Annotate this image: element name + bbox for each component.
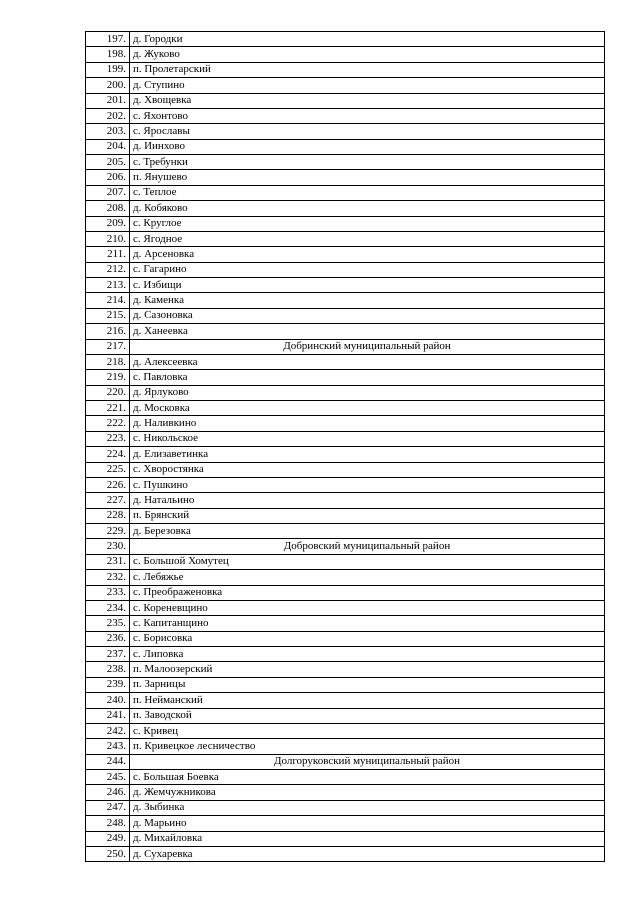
row-number: 209. — [86, 216, 130, 231]
table-row — [86, 508, 605, 523]
row-number: 243. — [86, 739, 130, 754]
row-number: 248. — [86, 816, 130, 831]
settlement-name: с. Борисовка — [130, 631, 605, 646]
settlement-name: д. Жуково — [130, 47, 605, 62]
row-number: 225. — [86, 462, 130, 477]
row-number: 215. — [86, 308, 130, 323]
table-row — [86, 431, 605, 446]
row-number: 219. — [86, 370, 130, 385]
table-row — [86, 693, 605, 708]
table-row — [86, 201, 605, 216]
table-row — [86, 108, 605, 123]
table-row — [86, 93, 605, 108]
row-number: 227. — [86, 493, 130, 508]
row-number: 224. — [86, 447, 130, 462]
row-number: 220. — [86, 385, 130, 400]
settlement-name: п. Пролетарский — [130, 62, 605, 77]
settlements-table-body — [86, 32, 605, 862]
row-number: 240. — [86, 693, 130, 708]
settlement-name: д. Сухаревка — [130, 846, 605, 861]
settlement-name: д. Ханеевка — [130, 324, 605, 339]
row-number: 239. — [86, 677, 130, 692]
district-header-row — [86, 339, 605, 354]
settlement-name: д. Каменка — [130, 293, 605, 308]
settlement-name: с. Преображеновка — [130, 585, 605, 600]
settlement-name: с. Большой Хомутец — [130, 554, 605, 569]
row-number: 235. — [86, 616, 130, 631]
table-row — [86, 47, 605, 62]
row-number: 207. — [86, 185, 130, 200]
row-number: 234. — [86, 600, 130, 615]
row-number: 241. — [86, 708, 130, 723]
row-number: 246. — [86, 785, 130, 800]
settlement-name: п. Зарницы — [130, 677, 605, 692]
settlement-name: п. Кривецкое лесничество — [130, 739, 605, 754]
district-name: Добринский муниципальный район — [130, 339, 605, 354]
settlement-name: д. Березовка — [130, 524, 605, 539]
table-row — [86, 32, 605, 47]
table-row — [86, 155, 605, 170]
row-number: 228. — [86, 508, 130, 523]
table-row — [86, 723, 605, 738]
table-row — [86, 816, 605, 831]
settlement-name: с. Пушкино — [130, 477, 605, 492]
district-name: Добровский муниципальный район — [130, 539, 605, 554]
settlement-name: с. Капитанщино — [130, 616, 605, 631]
row-number: 230. — [86, 539, 130, 554]
table-row — [86, 308, 605, 323]
settlement-name: п. Нейманский — [130, 693, 605, 708]
row-number: 221. — [86, 401, 130, 416]
settlement-name: д. Арсеновка — [130, 247, 605, 262]
row-number: 208. — [86, 201, 130, 216]
settlement-name: с. Большая Боевка — [130, 770, 605, 785]
settlement-name: д. Хвощевка — [130, 93, 605, 108]
table-row — [86, 631, 605, 646]
row-number: 223. — [86, 431, 130, 446]
settlement-name: д. Жемчужникова — [130, 785, 605, 800]
table-row — [86, 570, 605, 585]
settlement-name: с. Гагарино — [130, 262, 605, 277]
row-number: 218. — [86, 354, 130, 369]
settlement-name: д. Наливкино — [130, 416, 605, 431]
table-row — [86, 708, 605, 723]
table-row — [86, 62, 605, 77]
settlement-name: с. Ягодное — [130, 231, 605, 246]
table-row — [86, 401, 605, 416]
settlement-name: д. Марьино — [130, 816, 605, 831]
row-number: 217. — [86, 339, 130, 354]
table-row — [86, 293, 605, 308]
settlement-name: д. Московка — [130, 401, 605, 416]
settlement-name: д. Алексеевка — [130, 354, 605, 369]
row-number: 233. — [86, 585, 130, 600]
district-header-row — [86, 539, 605, 554]
settlement-name: д. Натальино — [130, 493, 605, 508]
table-row — [86, 462, 605, 477]
table-row — [86, 600, 605, 615]
row-number: 210. — [86, 231, 130, 246]
row-number: 205. — [86, 155, 130, 170]
row-number: 247. — [86, 800, 130, 815]
row-number: 216. — [86, 324, 130, 339]
table-row — [86, 370, 605, 385]
table-row — [86, 647, 605, 662]
settlement-name: п. Малоозерский — [130, 662, 605, 677]
row-number: 236. — [86, 631, 130, 646]
table-row — [86, 247, 605, 262]
table-row — [86, 677, 605, 692]
table-row — [86, 354, 605, 369]
row-number: 226. — [86, 477, 130, 492]
row-number: 242. — [86, 723, 130, 738]
table-row — [86, 139, 605, 154]
row-number: 249. — [86, 831, 130, 846]
table-row — [86, 846, 605, 861]
settlement-name: с. Павловка — [130, 370, 605, 385]
table-row — [86, 231, 605, 246]
row-number: 232. — [86, 570, 130, 585]
table-row — [86, 739, 605, 754]
row-number: 212. — [86, 262, 130, 277]
table-row — [86, 662, 605, 677]
row-number: 200. — [86, 78, 130, 93]
table-row — [86, 831, 605, 846]
row-number: 211. — [86, 247, 130, 262]
row-number: 245. — [86, 770, 130, 785]
table-row — [86, 185, 605, 200]
row-number: 201. — [86, 93, 130, 108]
table-row — [86, 78, 605, 93]
row-number: 202. — [86, 108, 130, 123]
settlement-name: д. Ярлуково — [130, 385, 605, 400]
row-number: 237. — [86, 647, 130, 662]
row-number: 214. — [86, 293, 130, 308]
table-row — [86, 324, 605, 339]
table-row — [86, 216, 605, 231]
table-row — [86, 493, 605, 508]
settlement-name: п. Янушево — [130, 170, 605, 185]
settlement-name: д. Михайловка — [130, 831, 605, 846]
settlement-name: с. Кореневщино — [130, 600, 605, 615]
settlement-name: д. Зыбинка — [130, 800, 605, 815]
table-row — [86, 770, 605, 785]
settlements-table — [85, 31, 605, 862]
table-row — [86, 170, 605, 185]
settlement-name: с. Требунки — [130, 155, 605, 170]
settlement-name: с. Яхонтово — [130, 108, 605, 123]
table-row — [86, 447, 605, 462]
table-row — [86, 416, 605, 431]
table-row — [86, 278, 605, 293]
district-name: Долгоруковский муниципальный район — [130, 754, 605, 769]
settlement-name: с. Никольское — [130, 431, 605, 446]
table-row — [86, 477, 605, 492]
district-header-row — [86, 754, 605, 769]
row-number: 244. — [86, 754, 130, 769]
table-row — [86, 385, 605, 400]
row-number: 203. — [86, 124, 130, 139]
settlement-name: д. Елизаветинка — [130, 447, 605, 462]
table-row — [86, 554, 605, 569]
table-row — [86, 585, 605, 600]
row-number: 250. — [86, 846, 130, 861]
settlement-name: с. Кривец — [130, 723, 605, 738]
row-number: 222. — [86, 416, 130, 431]
row-number: 231. — [86, 554, 130, 569]
settlement-name: п. Брянский — [130, 508, 605, 523]
row-number: 197. — [86, 32, 130, 47]
row-number: 238. — [86, 662, 130, 677]
settlement-name: с. Хворостянка — [130, 462, 605, 477]
settlement-name: д. Иинхово — [130, 139, 605, 154]
row-number: 229. — [86, 524, 130, 539]
row-number: 206. — [86, 170, 130, 185]
table-row — [86, 616, 605, 631]
table-row — [86, 262, 605, 277]
settlement-name: с. Избищи — [130, 278, 605, 293]
row-number: 204. — [86, 139, 130, 154]
settlement-name: с. Липовка — [130, 647, 605, 662]
settlement-name: д. Сазоновка — [130, 308, 605, 323]
settlement-name: п. Заводской — [130, 708, 605, 723]
table-row — [86, 124, 605, 139]
table-row — [86, 524, 605, 539]
table-row — [86, 785, 605, 800]
row-number: 198. — [86, 47, 130, 62]
settlement-name: д. Кобяково — [130, 201, 605, 216]
settlement-name: д. Городки — [130, 32, 605, 47]
row-number: 199. — [86, 62, 130, 77]
settlement-name: с. Теплое — [130, 185, 605, 200]
settlement-name: с. Круглое — [130, 216, 605, 231]
settlement-name: д. Ступино — [130, 78, 605, 93]
table-row — [86, 800, 605, 815]
settlement-name: с. Ярославы — [130, 124, 605, 139]
settlement-name: с. Лебяжье — [130, 570, 605, 585]
row-number: 213. — [86, 278, 130, 293]
